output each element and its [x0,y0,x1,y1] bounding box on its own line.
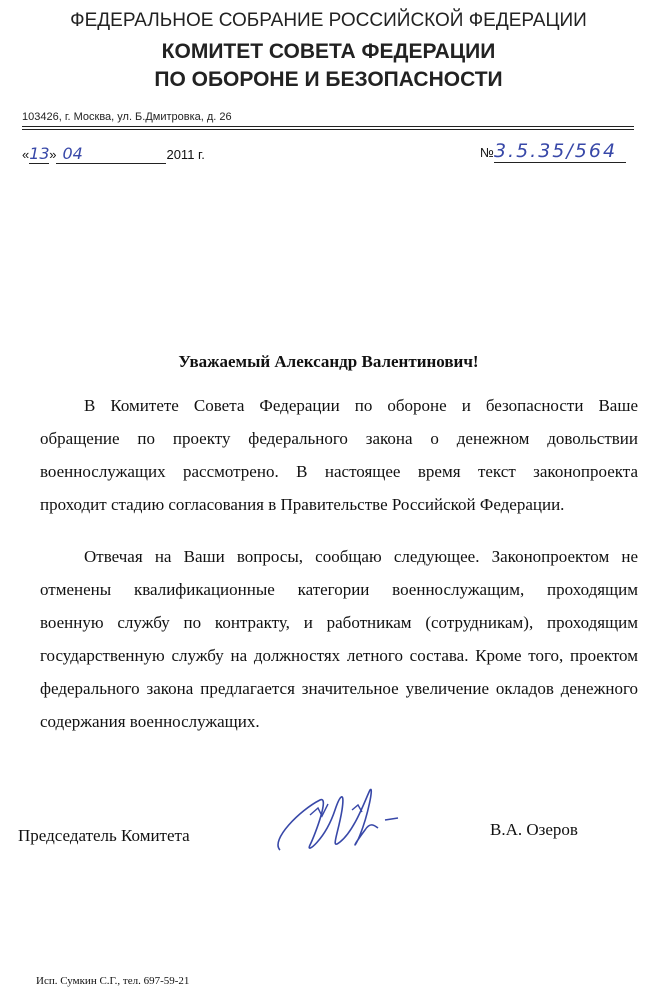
paragraph-line: федерального закона предлагается значительное увеличение окладов денежного [40,679,638,698]
paragraph-line: проходит стадию согласования в Правительстве Российской Федерации. [40,495,565,514]
salutation: Уважаемый Александр Валентинович! [178,352,479,371]
handwritten-signature [270,780,420,860]
number-label: № [480,145,494,160]
date-year: 2011 г. [166,147,205,162]
paragraph-line: обращение по проекту федерального закона о денежном довольствии [40,429,638,448]
date-day: 13 [29,144,50,163]
paragraph-line: отменены квалификационные категории военнослужащим, проходящим [40,580,638,599]
date-field [22,144,205,164]
assembly-heading: ФЕДЕРАЛЬНОЕ СОБРАНИЕ РОССИЙСКОЙ ФЕДЕРАЦИИ [70,10,587,31]
number-value: 3.5.35/564 [494,140,626,163]
paragraph-line: военнослужащих рассмотрено. В настоящее время текст законопроекта [40,462,638,481]
executor-info: Исп. Сумкин С.Г., тел. 697-59-21 [36,975,190,987]
signatory-position: Председатель Комитета [18,826,190,845]
divider [22,129,634,130]
address: 103426, г. Москва, ул. Б.Дмитровка, д. 26 [22,111,232,123]
committee-heading-line1: КОМИТЕТ СОВЕТА ФЕДЕРАЦИИ [161,40,496,63]
quote-close: » [49,147,57,162]
paragraph-line: В Комитете Совета Федерации по обороне и безопасности Ваше [84,396,638,415]
reference-number [480,140,626,163]
quote-open: « [22,147,30,162]
paragraph-line: государственную службу на должностях летного состава. Кроме того, проектом [40,646,638,665]
paragraph-line: содержания военнослужащих. [40,712,260,731]
paragraph-line: военную службу по контракту, и работникам (сотрудникам), проходящим [40,613,638,632]
divider [22,126,634,127]
committee-heading-line2: ПО ОБОРОНЕ И БЕЗОПАСНОСТИ [154,68,503,91]
signatory-name: В.А. Озеров [490,820,578,839]
paragraph-line: Отвечая на Ваши вопросы, сообщаю следующее. Законопроектом не [84,547,638,566]
date-month: 04 [56,144,166,164]
